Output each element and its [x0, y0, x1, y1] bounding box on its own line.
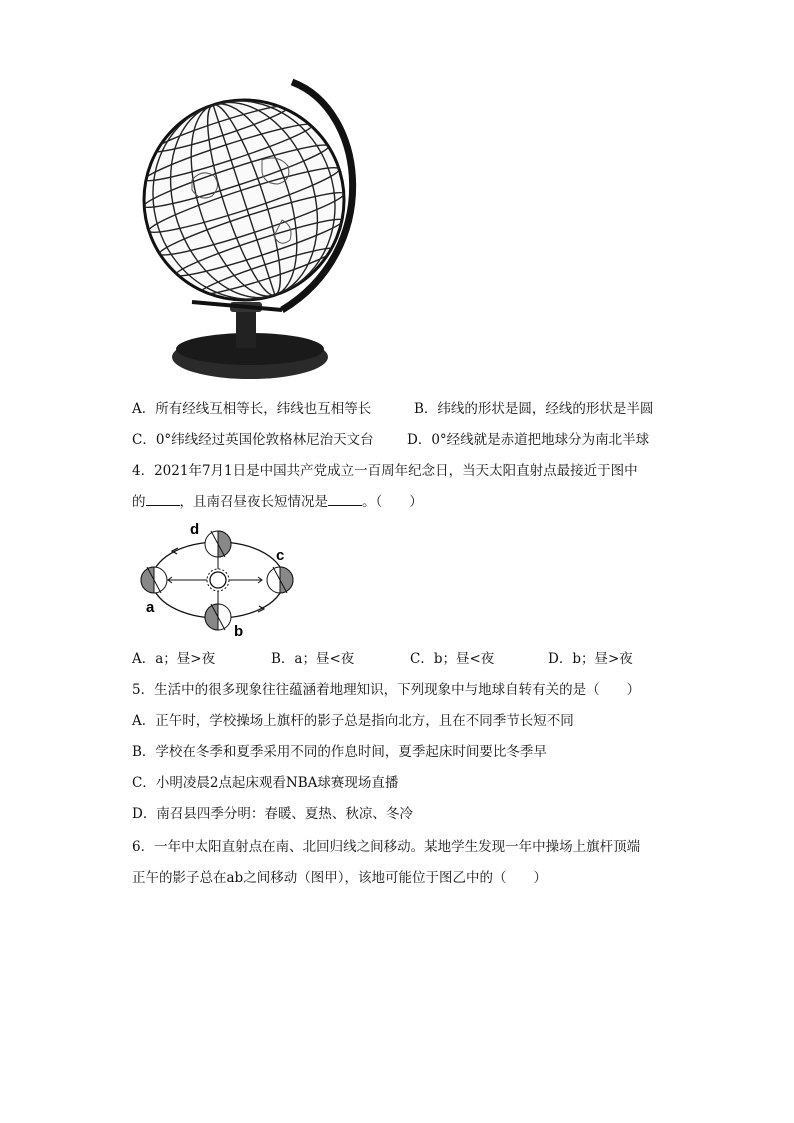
q4-option-b: B．a；昼<夜 [271, 651, 355, 667]
earth-d [205, 531, 231, 557]
q4-stem-part1: 的 [132, 494, 146, 510]
q4-blank-2 [328, 493, 362, 506]
q3-option-b: B．纬线的形状是圆，经线的形状是半圆 [414, 401, 654, 417]
label-c: c [276, 547, 285, 564]
q4-option-d: D．b；昼>夜 [548, 651, 633, 667]
q3-option-d: D．0°经线就是赤道把地球分为南北半球 [407, 432, 650, 448]
q4-blank-1 [146, 493, 180, 506]
q6-stem-line1: 6．一年中太阳直射点在南、北回归线之间移动。某地学生发现一年中操场上旗杆顶端 [132, 839, 641, 855]
q3-option-c: C．0°纬线经过英国伦敦格林尼治天文台 [132, 432, 374, 448]
earth-b [205, 604, 231, 630]
q4-option-c: C．b；昼<夜 [410, 651, 495, 667]
q5-option-b: B．学校在冬季和夏季采用不同的作息时间，夏季起床时间要比冬季早 [132, 744, 547, 760]
q4-stem-part3: 。（ ） [362, 494, 423, 510]
q5-stem: 5．生活中的很多现象往往蕴涵着地理知识，下列现象中与地球自转有关的是（ ） [132, 682, 641, 698]
earth-a [141, 567, 167, 593]
q5-option-a: A．正午时，学校操场上旗杆的影子总是指向北方，且在不同季节长短不同 [132, 713, 574, 729]
q3-option-a: A．所有经线互相等长，纬线也互相等长 [132, 401, 372, 417]
globe-illustration [132, 70, 382, 385]
q4-stem-line2 [132, 493, 423, 511]
label-a: a [146, 599, 155, 616]
earth-c [267, 567, 293, 593]
q4-stem-line1: 4．2021年7月1日是中国共产党成立一百周年纪念日，当天太阳直射点最接近于图中 [132, 463, 638, 479]
earth-orbit-diagram [138, 522, 303, 640]
q5-option-d: D．南召县四季分明：春暖、夏热、秋凉、冬冷 [132, 806, 413, 822]
q4-stem-part2: ，且南召昼夜长短情况是 [179, 494, 328, 510]
q4-option-a: A．a；昼>夜 [132, 651, 216, 667]
q6-stem-line2: 正午的影子总在ab之间移动（图甲），该地可能位于图乙中的（ ） [132, 870, 547, 886]
label-d: d [190, 522, 200, 538]
label-b: b [234, 623, 244, 640]
q5-option-c: C．小明凌晨2点起床观看NBA球赛现场直播 [132, 775, 399, 791]
